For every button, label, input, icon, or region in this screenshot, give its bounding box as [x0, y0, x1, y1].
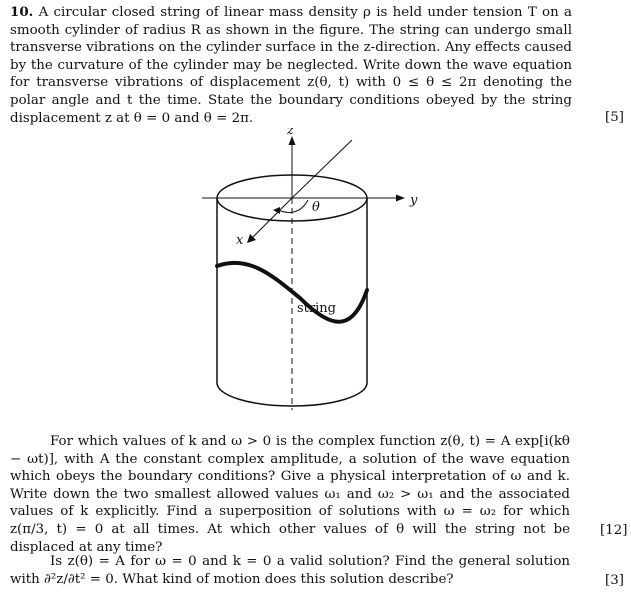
question-number: 10.: [10, 4, 34, 20]
theta-label: θ: [312, 200, 320, 215]
x-axis-label: x: [236, 233, 244, 248]
theta-arc: [278, 200, 308, 212]
x-axis-back: [292, 140, 352, 198]
question-part-1: [10, 4, 572, 127]
marks-part-1: [5]: [605, 110, 624, 125]
marks-part-2: [12]: [600, 523, 628, 538]
question-part-1-text: A circular closed string of linear mass density ρ is held under tension T on a smooth cylinder of radius R as shown in the figure. The string can undergo small transverse vibrations on the cylinder surface in the z-direction. Any effects caused by the curvature of the cylinder may be neglected. Write down the wave equation for transverse vibrations of displacement z(θ, t) with 0 ≤ θ ≤ 2π denoting the polar angle and t the time. State the boundary conditions obeyed by the string displacement z at θ = 0 and θ = 2π.: [10, 5, 572, 126]
y-axis-label: y: [410, 193, 418, 208]
marks-part-3: [3]: [605, 573, 624, 588]
question-part-2: For which values of k and ω > 0 is the complex function z(θ, t) = A exp[i(kθ − ωt)], with A the constant complex amplitude, a solution of the wave equation which obeys the boundary conditions? Give a physical interpretation of ω and k. Write down the two smallest allowed values ω₁ and ω₂ > ω₁ and the associated values of k explicitly. Find a superposition of solutions with ω = ω₂ for which z(π/3, t) = 0 at all times. At which other values of θ will the string not be displaced at any time?: [10, 434, 570, 555]
y-arrowhead: [396, 195, 405, 202]
string-label: string: [297, 301, 336, 316]
z-axis-label: z: [287, 128, 294, 138]
question-part-3: Is z(θ) = A for ω = 0 and k = 0 a valid solution? Find the general solution with ∂²z/∂t² = 0. What kind of motion does this solution describe?: [10, 554, 570, 587]
cylinder-figure: [190, 128, 430, 418]
